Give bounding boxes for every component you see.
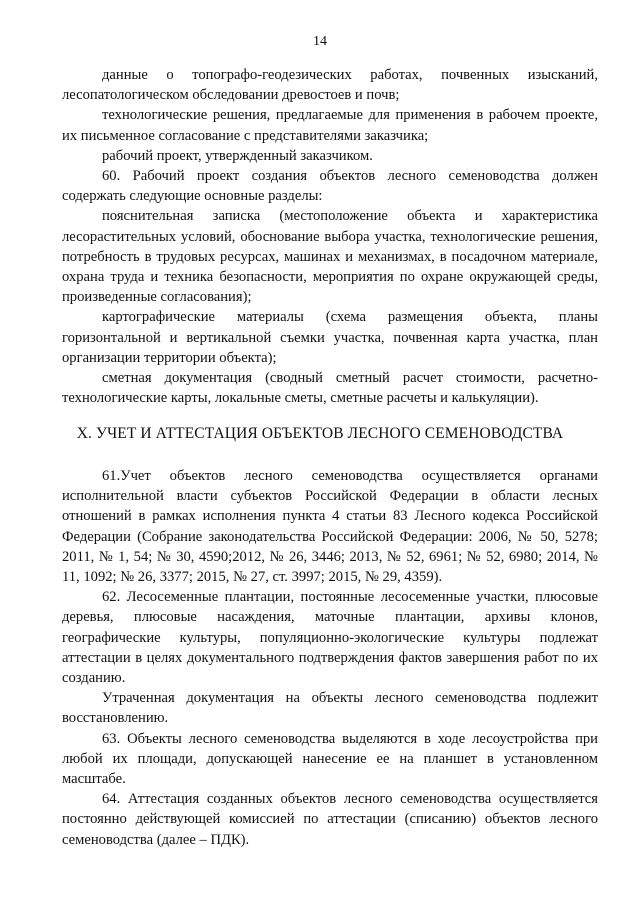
paragraph: 60. Рабочий проект создания объектов лесного семеноводства должен содержать следующие основные разделы:: [62, 168, 598, 205]
paragraph: 62. Лесосеменные плантации, постоянные лесосеменные участки, плюсовые деревья, плюсовые насаждения, маточные плантации, архивы клонов, географические культуры, популяционно-экологические культуры подлежат аттестации в целях документального подтверждения фактов завершения работ по их созданию.: [62, 589, 598, 687]
paragraph: пояснительная записка (местоположение объекта и характеристика лесорастительных условий, обоснование выбора участка, технологические решения, потребность в трудовых ресурсах, машинах и механизмах, в посадочном материале, охрана труда и техника безопасности, мероприятия по охране окружающей среды, произведенные согласования);: [62, 208, 598, 306]
paragraph: данные о топографо-геодезических работах, почвенных изысканий, лесопатологическом обследовании древостоев и почв;: [62, 67, 598, 104]
paragraph: 63. Объекты лесного семеноводства выделяются в ходе лесоустройства при любой их площади, допускающей нанесение ее на планшет в установленном масштабе.: [62, 730, 598, 788]
paragraph: картографические материалы (схема размещения объекта, планы горизонтальной и вертикальной съемки участка, почвенная карта участка, план организации территории объекта);: [62, 309, 598, 366]
paragraph: сметная документация (сводный сметный расчет стоимости, расчетно-технологические карты, локальные сметы, сметные расчеты и калькуляции).: [62, 370, 598, 407]
section-heading: X. УЧЕТ И АТТЕСТАЦИЯ ОБЪЕКТОВ ЛЕСНОГО СЕМЕНОВОДСТВА: [76, 425, 564, 442]
paragraph: Утраченная документация на объекты лесного семеноводства подлежит восстановлению.: [62, 690, 598, 727]
paragraph: технологические решения, предлагаемые для применения в рабочем проекте, их письменное согласование с представителями заказчика;: [62, 107, 598, 144]
bottom-text-block: [62, 466, 598, 850]
paragraph: 61.Учет объектов лесного семеноводства осуществляется органами исполнительной власти субъектов Российской Федерации в области лесных отношений в рамках исполнения пункта 4 статьи 83 Лесного кодекса Российской Федерации (Собрание законодательства Российской Федерации: 2006, № 50, 5278; 2011, № 1, 54; № 30, 4590;2012, № 26, 3446; 2013, № 52, 6961; № 52, 6980; 2014, № 11, 1092; № 26, 3377; 2015, № 27, ст. 3997; 2015, № 29, 4359).: [62, 468, 598, 586]
paragraph: 64. Аттестация созданных объектов лесного семеноводства осуществляется постоянно действующей комиссией по аттестации (списанию) объектов лесного семеноводства (далее – ПДК).: [62, 791, 598, 848]
top-text-block: [62, 65, 598, 408]
paragraph: рабочий проект, утвержденный заказчиком.: [102, 147, 373, 164]
page-number: 14: [313, 34, 327, 49]
